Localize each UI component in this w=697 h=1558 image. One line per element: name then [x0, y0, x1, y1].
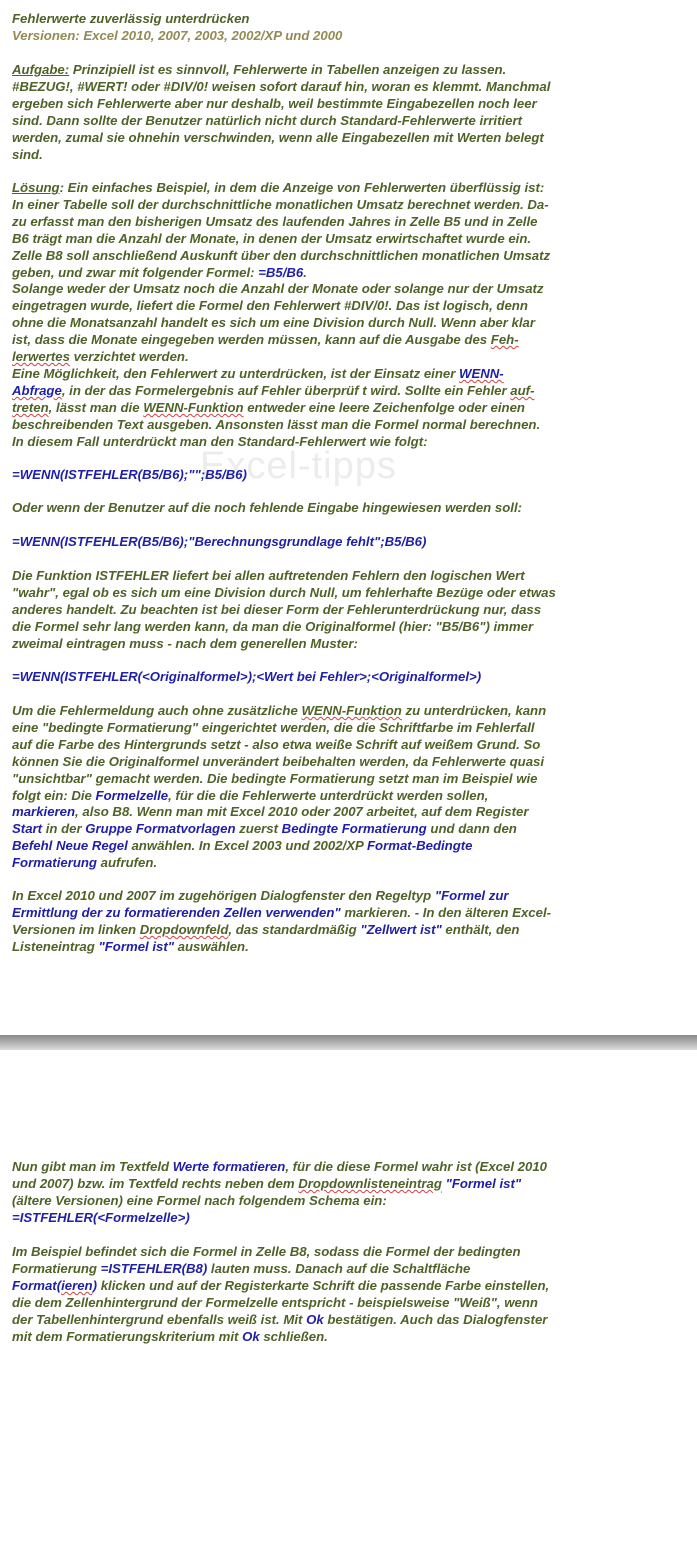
document-page-2: [0, 1050, 697, 1558]
watermark: Excel-tipps: [200, 445, 397, 487]
spellcheck-word: auf- treten: [12, 382, 535, 415]
aufgabe-paragraph: [12, 62, 627, 163]
formula-schema: =ISTFEHLER(<Formelzelle>): [12, 1209, 190, 1225]
keyword: Ok: [242, 1328, 260, 1344]
keyword: =ISTFEHLER(B8): [100, 1260, 208, 1276]
spellcheck-word: WENN-Funktion: [143, 399, 244, 415]
keyword: "Formel ist": [445, 1175, 522, 1191]
formula-example-1: =WENN(ISTFEHLER(B5/B6);"";B5/B6): [12, 467, 247, 482]
keyword: Bedingte Formatierung: [281, 821, 427, 837]
keyword: Format-Bedingte Formatierung: [12, 838, 473, 871]
aufgabe-label: Aufgabe:: [12, 62, 70, 77]
keyword: "Formel zur Ermittlung der zu formatierenden Zellen verwenden": [12, 888, 509, 920]
beispiel-paragraph: Im Beispiel befindet sich die Formel in Zelle B8, sodass die Formel der bedingten Formatierung =ISTFEHLER(B8) lauten muss. Danach auf die Schaltfläche Format(ieren) klicken und auf der Registerkarte Schrift die passende Farbe einstellen, die dem Zellenhintergrund der Formelzelle entspricht - beispielsweise "Weiß", wenn der Tabellenhintergrund ebenfalls weiß ist. Mit Ok bestätigen. Auch das Dialogfenster mit dem Formatierungskriterium mit Ok schließen.: [12, 1244, 550, 1344]
formula-pattern: =WENN(ISTFEHLER(<Originalformel>);<Wert bei Fehler>;<Originalformel>): [12, 669, 482, 684]
formatierung-paragraph: Um die Fehlermeldung auch ohne zusätzliche WENN-Funktion zu unterdrücken, kann eine "bedingte Formatierung" eingerichtet werden, die die Schriftfarbe im Fehlerfall auf die Farbe des Hintergrunds setzt - also etwa weiße Schrift auf weißem Grund. So können Sie die Originalformel unverändert beibehalten werden, da Fehlerwerte quasi "unsichtbar" gemacht werden. Die bedingte Formatierung setzt man im Beispiel wie folgt ein: Die Formelzelle, für die die Fehlerwerte unterdrückt werden sollen, markieren, also B8. Wenn man mit Excel 2010 oder 2007 arbeitet, auf dem Register Start in der Gruppe Formatvorlagen zuerst Bedingte Formatierung und dann den Befehl Neue Regel anwählen. In Excel 2003 und 2002/XP Format-Bedingte Formatierung aufrufen.: [12, 703, 547, 871]
loesung-label: Lösung: [12, 180, 60, 195]
page-break-separator: [0, 1035, 697, 1050]
keyword: Befehl Neue Regel: [12, 838, 128, 854]
aufgabe-text: Prinzipiell ist es sinnvoll, Fehlerwerte in Tabellen anzeigen zu lassen. #BEZUG!, #WERT! oder #DIV/0! weisen sofort darauf hin, woran es klemmt. Manchmal ergeben sich Fehlerwerte aber nur deshalb, weil bestimmte Eingabezellen noch leer sind. Dann sollte der Benutzer natürlich nicht durch Standard-Fehlerwerte irritiert werden, zumal sie ohnehin verschwinden, wenn alle Eingabezellen mit Werten belegt sind.: [12, 62, 551, 162]
regeltyp-paragraph: In Excel 2010 und 2007 im zugehörigen Dialogfenster den Regeltyp "Formel zur Ermittlung der zu formatierenden Zellen verwenden" markieren. - In den älteren Excel- Versionen im linken Dropdownfeld, das standardmäßig "Zellwert ist" enthält, den Listeneintrag "Formel ist" auswählen.: [12, 888, 552, 954]
spellcheck-word: Dropdownlisteneintrag: [298, 1175, 442, 1191]
keyword: "Formel ist": [98, 938, 174, 954]
keyword: Format(: [12, 1277, 62, 1293]
keyword: Ok: [306, 1311, 324, 1327]
document-title: Fehlerwerte zuverlässig unterdrücken: [12, 11, 250, 26]
keyword: "Zellwert ist": [360, 921, 442, 937]
versions-subtitle: Versionen: Excel 2010, 2007, 2003, 2002/XP und 2000: [12, 28, 343, 43]
loesung-paragraph: Lösung: Ein einfaches Beispiel, in dem die Anzeige von Fehlerwerten überflüssig ist: In einer Tabelle soll der durchschnittliche monatlichen Umsatz berechnet werden. Da- zu erfasst man den bisherigen Umsatz des laufenden Jahres in Zelle B5 und in Zelle B6 trägt man die Anzahl der Monate, in denen der Umsatz erwirtschaftet wurde ein. Zelle B8 soll anschließend Auskunft über den durchschnittlichen monatlichen Umsatz geben, und zwar mit folgender Formel: =B5/B6. Solange weder der Umsatz noch die Anzahl der Monate oder solange nur der Umsatz eingetragen wurde, liefert die Formel den Fehlerwert #DIV/0!. Das ist logisch, denn ohne die Monatsanzahl handelt es sich um eine Division durch Null. Wenn aber klar ist, dass die Monate eingegeben werden müssen, kann auf die Ausgabe des Feh- lerwertes verzichtet werden. Eine Möglichkeit, den Fehlerwert zu unterdrücken, ist der Einsatz einer WENN- Abfrage, in der das Formelergebnis auf Fehler überprüf t wird. Sollte ein Fehler auf- treten, lässt man die WENN-Funktion entweder eine leere Zeichenfolge oder einen beschreibenden Text ausgeben. Ansonsten lässt man die Formel normal berechnen. In diesem Fall unterdrückt man den Standard-Fehlerwert wie folgt:: [12, 180, 551, 449]
keyword: Werte formatieren: [172, 1159, 286, 1174]
keyword: markieren: [12, 804, 76, 820]
spellcheck-word: WENN-Funktion: [301, 703, 402, 718]
keyword: Start: [12, 821, 43, 837]
inline-formula: =B5/B6: [258, 264, 304, 280]
istfehler-paragraph: Die Funktion ISTFEHLER liefert bei allen auftretenden Fehlern den logischen Wert "wahr", egal ob es sich um eine Division durch Null, um fehlerhafte Bezüge oder etwas anderes handelt. Zu beachten ist bei dieser Form der Fehlerunterdrückung nur, dass die Formel sehr lang werden kann, da man die Originalformel (hier: "B5/B6") immer zweimal eintragen muss - nach dem generellen Muster:: [12, 568, 556, 651]
keyword: Formelzelle: [95, 787, 169, 803]
formula-example-2: =WENN(ISTFEHLER(B5/B6);"Berechnungsgrundlage fehlt";B5/B6): [12, 534, 427, 549]
werte-formatieren-paragraph: Nun gibt man im Textfeld Werte formatieren, für die diese Formel wahr ist (Excel 2010 und 2007) bzw. im Textfeld rechts neben dem Dropdownlisteneintrag "Formel ist" (ältere Versionen) eine Formel nach folgendem Schema ein: =ISTFEHLER(<Formelzelle>): [12, 1159, 547, 1225]
spellcheck-word: WENN- Abfrage: [12, 365, 504, 398]
oder-paragraph: Oder wenn der Benutzer auf die noch fehlende Eingabe hingewiesen werden soll:: [12, 500, 523, 515]
spellcheck-word: Dropdownfeld: [139, 921, 229, 937]
spellcheck-word: ieren: [61, 1277, 93, 1293]
keyword: Gruppe Formatvorlagen: [85, 821, 236, 837]
spellcheck-word: Feh- lerwertes: [12, 332, 519, 365]
